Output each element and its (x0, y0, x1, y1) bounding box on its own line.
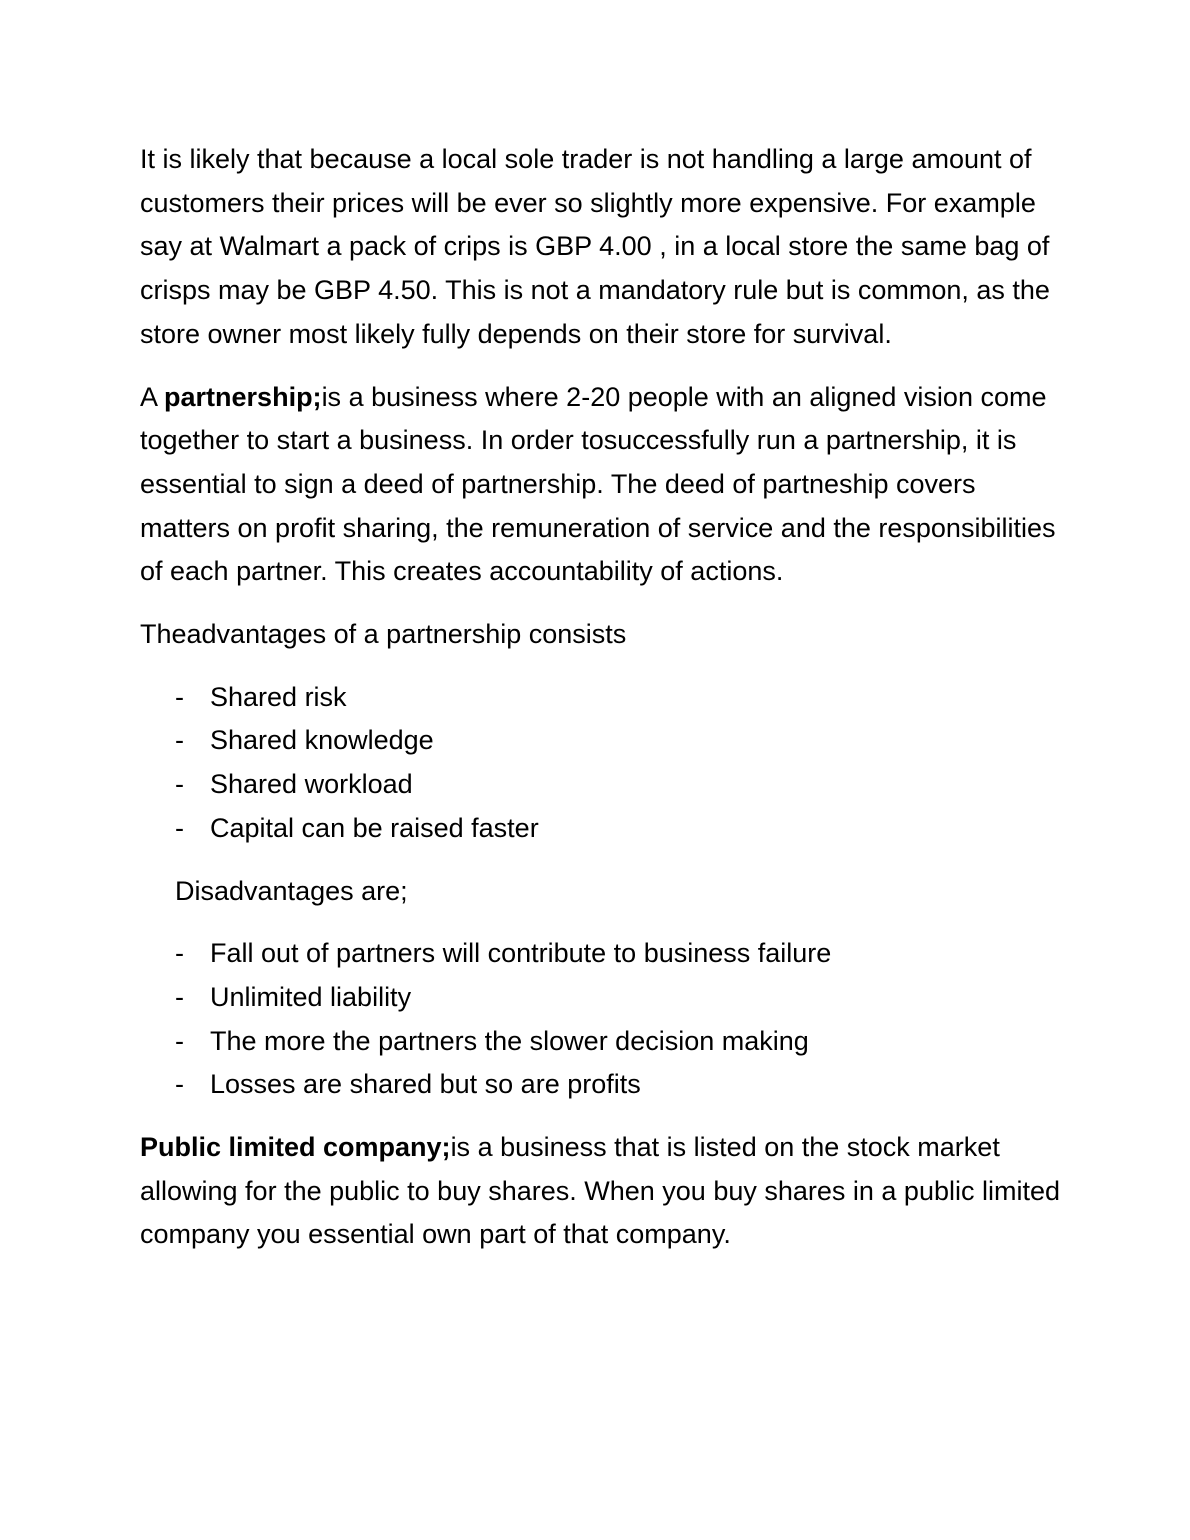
plc-term: Public limited company; (140, 1132, 451, 1163)
list-item (140, 976, 1060, 1020)
list-item (140, 807, 1060, 851)
plc-paragraph (140, 1126, 1060, 1257)
advantages-heading: Theadvantages of a partnership consists (140, 619, 627, 650)
list-item-text: Fall out of partners will contribute to business failure (210, 938, 832, 969)
partnership-paragraph (140, 376, 1060, 595)
dash-bullet: - (175, 725, 184, 756)
disadvantages-heading: Disadvantages are; (175, 875, 408, 906)
list-item-text: Losses are shared but so are profits (210, 1069, 641, 1100)
partnership-definition: is a business where 2-20 people with an aligned vision come together to start a business. In order tosuccessfully run a partnership, it is essential to sign a deed of partnership. The deed of partneship covers matters on profit sharing, the remuneration of service and the responsibilities of each partner. This creates accountability of actions. (140, 381, 1056, 587)
dash-bullet: - (175, 681, 184, 712)
dash-bullet: - (175, 1069, 184, 1100)
partnership-term: partnership; (164, 381, 322, 412)
list-item-text: Unlimited liability (210, 981, 412, 1012)
document-page (140, 138, 1060, 1276)
list-item-text: Capital can be raised faster (210, 812, 539, 843)
dash-bullet: - (175, 1025, 184, 1056)
partnership-prefix: A (140, 381, 165, 412)
disadvantages-list (140, 932, 1060, 1107)
list-item (140, 676, 1060, 720)
list-item (140, 1020, 1060, 1064)
dash-bullet: - (175, 938, 184, 969)
list-item (140, 719, 1060, 763)
dash-bullet: - (175, 812, 184, 843)
advantages-list (140, 676, 1060, 851)
dash-bullet: - (175, 769, 184, 800)
list-item-text: Shared knowledge (210, 725, 434, 756)
list-item-text: Shared risk (210, 681, 347, 712)
list-item (140, 763, 1060, 807)
dash-bullet: - (175, 981, 184, 1012)
list-item-text: The more the partners the slower decision making (210, 1025, 809, 1056)
plc-definition: is a business that is listed on the stock market allowing for the public to buy shares. When you buy shares in a public limited company you essential own part of that company. (140, 1132, 1060, 1250)
list-item (140, 1063, 1060, 1107)
sole-trader-paragraph: It is likely that because a local sole trader is not handling a large amount of customers their prices will be ever so slightly more expensive. For example say at Walmart a pack of crips is GBP 4.00 , in a local store the same bag of crisps may be GBP 4.50. This is not a mandatory rule but is common, as the store owner most likely fully depends on their store for survival. (140, 144, 1050, 349)
list-item-text: Shared workload (210, 769, 413, 800)
list-item (140, 932, 1060, 976)
